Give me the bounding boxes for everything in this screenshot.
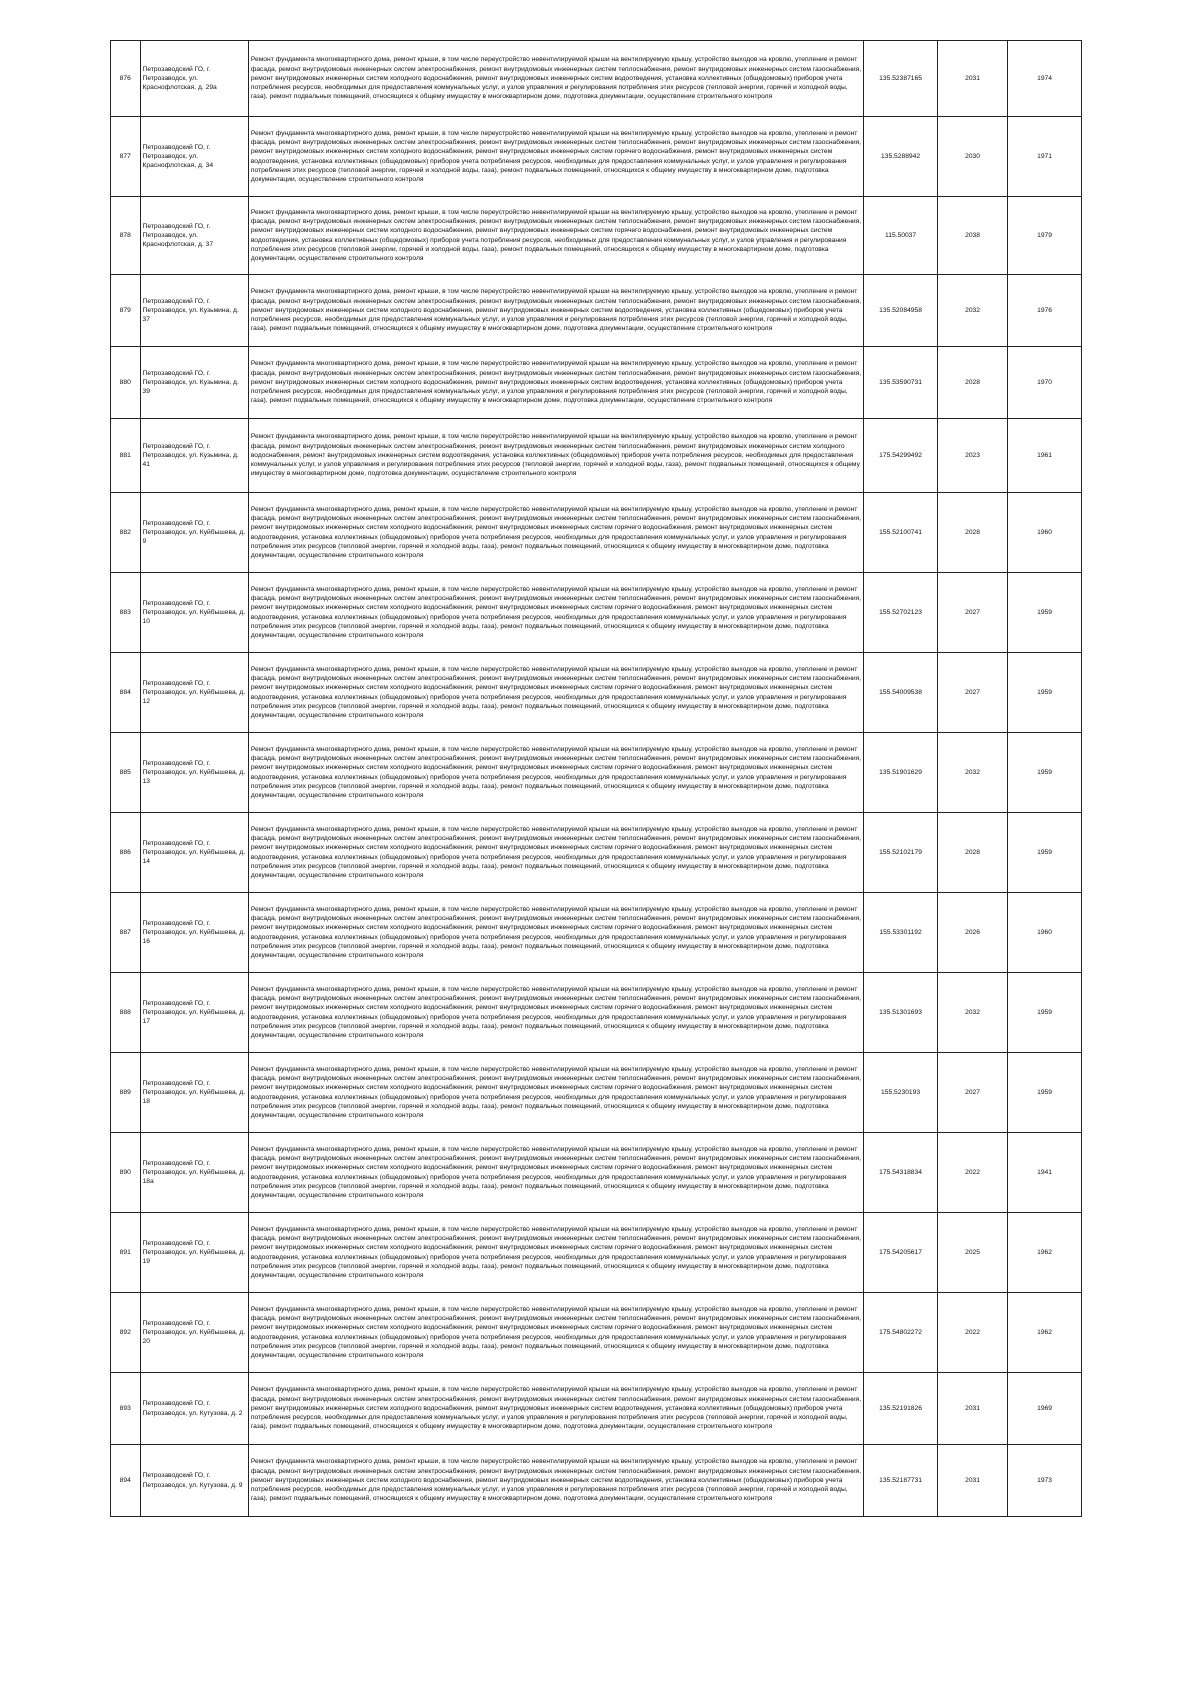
planned-year-cell bbox=[937, 1213, 1007, 1293]
cost-cell bbox=[864, 1373, 938, 1445]
cost-cell-text: 135.5288942 bbox=[881, 152, 921, 160]
works-list-cell-text: Ремонт фундамента многоквартирного дома, ремонт крыши, в том числе переустройство невентилируемой крыши на вентилируемую крышу, устройство выходов на кровлю, утепление и ремонт фасада, ремонт внутридомовых инженерных систем электроснабжения, ремонт внутридомовых инженерных систем теплоснабжения, ремонт внутридомовых инженерных систем холодного водоснабжения, ремонт внутридомовых инженерных систем водоотведения, установка коллективных (общедомовых) приборов учета потребления ресурсов, необходимых для предоставления коммунальных услуг, и узлов управления и регулирования потребления этих ресурсов (тепловой энергии, горячей и холодной воды, газа), ремонт подвальных помещений, относящихся к общему имуществу в многоквартирном доме, подготовка документации, осуществление строительного контроля bbox=[250, 433, 860, 478]
row-number-text: 879 bbox=[119, 306, 131, 314]
works-list-cell-text: Ремонт фундамента многоквартирного дома, ремонт крыши, в том числе переустройство невентилируемой крыши на вентилируемую крышу, устройство выходов на кровлю, утепление и ремонт фасада, ремонт внутридомовых инженерных систем электроснабжения, ремонт внутридомовых инженерных систем теплоснабжения, ремонт внутридомовых инженерных систем газоснабжения, ремонт внутридомовых инженерных систем холодного водоснабжения, ремонт внутридомовых инженерных систем горячего водоснабжения, ремонт внутридомовых инженерных систем водоотведения, установка коллективных (общедомовых) приборов учета потребления ресурсов, необходимых для предоставления коммунальных услуг, и узлов управления и регулирования потребления этих ресурсов (тепловой энергии, горячей и холодной воды, газа), ремонт подвальных помещений, относящихся к общему имуществу в многоквартирном доме, подготовка документации, осуществление строительного контроля bbox=[250, 585, 862, 639]
works-list-cell bbox=[248, 733, 863, 813]
table-row bbox=[111, 1373, 1082, 1445]
address-cell bbox=[140, 813, 248, 893]
construction-year-cell bbox=[1008, 419, 1082, 493]
works-list-cell-text: Ремонт фундамента многоквартирного дома, ремонт крыши, в том числе переустройство невентилируемой крыши на вентилируемую крышу, устройство выходов на кровлю, утепление и ремонт фасада, ремонт внутридомовых инженерных систем электроснабжения, ремонт внутридомовых инженерных систем теплоснабжения, ремонт внутридомовых инженерных систем газоснабжения, ремонт внутридомовых инженерных систем холодного водоснабжения, ремонт внутридомовых инженерных систем водоотведения, установка коллективных (общедомовых) приборов учета потребления ресурсов, необходимых для предоставления коммунальных услуг, и узлов управления и регулирования потребления этих ресурсов (тепловой энергии, горячей и холодной воды, газа), ремонт подвальных помещений, относящихся к общему имуществу в многоквартирном доме, подготовка документации, осуществление строительного контроля bbox=[250, 360, 862, 405]
works-list-cell bbox=[248, 1133, 863, 1213]
works-list-cell-text: Ремонт фундамента многоквартирного дома, ремонт крыши, в том числе переустройство невентилируемой крыши на вентилируемую крышу, устройство выходов на кровлю, утепление и ремонт фасада, ремонт внутридомовых инженерных систем электроснабжения, ремонт внутридомовых инженерных систем теплоснабжения, ремонт внутридомовых инженерных систем газоснабжения, ремонт внутридомовых инженерных систем холодного водоснабжения, ремонт внутридомовых инженерных систем горячего водоснабжения, ремонт внутридомовых инженерных систем водоотведения, установка коллективных (общедомовых) приборов учета потребления ресурсов, необходимых для предоставления коммунальных услуг, и узлов управления и регулирования потребления этих ресурсов (тепловой энергии, горячей и холодной воды, газа), ремонт подвальных помещений, относящихся к общему имуществу в многоквартирном доме, подготовка документации, осуществление строительного контроля bbox=[250, 985, 862, 1039]
row-number bbox=[111, 813, 141, 893]
cost-cell-text: 135.51301693 bbox=[879, 1008, 922, 1016]
address-cell bbox=[140, 1053, 248, 1133]
cost-cell bbox=[864, 419, 938, 493]
cost-cell bbox=[864, 197, 938, 275]
address-cell bbox=[140, 197, 248, 275]
planned-year-cell bbox=[937, 653, 1007, 733]
row-number-text: 893 bbox=[119, 1404, 131, 1412]
address-cell bbox=[140, 1213, 248, 1293]
address-cell-text: Петрозаводский ГО, г. Петрозаводск, ул. Краснофлотская, д. 34 bbox=[142, 143, 214, 170]
works-list-cell-text: Ремонт фундамента многоквартирного дома, ремонт крыши, в том числе переустройство невентилируемой крыши на вентилируемую крышу, устройство выходов на кровлю, утепление и ремонт фасада, ремонт внутридомовых инженерных систем электроснабжения, ремонт внутридомовых инженерных систем теплоснабжения, ремонт внутридомовых инженерных систем газоснабжения, ремонт внутридомовых инженерных систем холодного водоснабжения, ремонт внутридомовых инженерных систем водоотведения, установка коллективных (общедомовых) приборов учета потребления ресурсов, необходимых для предоставления коммунальных услуг, и узлов управления и регулирования потребления этих ресурсов (тепловой энергии, горячей и холодной воды, газа), ремонт подвальных помещений, относящихся к общему имуществу в многоквартирном доме, подготовка документации, осуществление строительного контроля bbox=[250, 56, 862, 101]
works-list-cell-text: Ремонт фундамента многоквартирного дома, ремонт крыши, в том числе переустройство невентилируемой крыши на вентилируемую крышу, устройство выходов на кровлю, утепление и ремонт фасада, ремонт внутридомовых инженерных систем электроснабжения, ремонт внутридомовых инженерных систем теплоснабжения, ремонт внутридомовых инженерных систем газоснабжения, ремонт внутридомовых инженерных систем холодного водоснабжения, ремонт внутридомовых инженерных систем горячего водоснабжения, ремонт внутридомовых инженерных систем водоотведения, установка коллективных (общедомовых) приборов учета потребления ресурсов, необходимых для предоставления коммунальных услуг, и узлов управления и регулирования потребления этих ресурсов (тепловой энергии, горячей и холодной воды, газа), ремонт подвальных помещений, относящихся к общему имуществу в многоквартирном доме, подготовка документации, осуществление строительного контроля bbox=[250, 129, 862, 183]
cost-cell bbox=[864, 275, 938, 347]
address-cell-text: Петрозаводский ГО, г. Петрозаводск, ул. Куйбышева, д. 16 bbox=[142, 919, 246, 946]
row-number bbox=[111, 1293, 141, 1373]
cost-cell-text: 135.52387165 bbox=[879, 74, 922, 82]
row-number-text: 887 bbox=[119, 928, 131, 936]
row-number bbox=[111, 1133, 141, 1213]
cost-cell-text: 175.54318834 bbox=[879, 1168, 922, 1176]
works-list-cell bbox=[248, 275, 863, 347]
construction-year-cell bbox=[1008, 347, 1082, 419]
works-list-cell-text: Ремонт фундамента многоквартирного дома, ремонт крыши, в том числе переустройство невентилируемой крыши на вентилируемую крышу, устройство выходов на кровлю, утепление и ремонт фасада, ремонт внутридомовых инженерных систем электроснабжения, ремонт внутридомовых инженерных систем теплоснабжения, ремонт внутридомовых инженерных систем газоснабжения, ремонт внутридомовых инженерных систем холодного водоснабжения, ремонт внутридомовых инженерных систем горячего водоснабжения, ремонт внутридомовых инженерных систем водоотведения, установка коллективных (общедомовых) приборов учета потребления ресурсов, необходимых для предоставления коммунальных услуг, и узлов управления и регулирования потребления этих ресурсов (тепловой энергии, горячей и холодной воды, газа), ремонт подвальных помещений, относящихся к общему имуществу в многоквартирном доме, подготовка документации, осуществление строительного контроля bbox=[250, 1145, 862, 1199]
row-number bbox=[111, 1213, 141, 1293]
planned-year-cell-text: 2032 bbox=[965, 1008, 980, 1016]
row-number-text: 894 bbox=[119, 1476, 131, 1484]
row-number bbox=[111, 347, 141, 419]
works-list-cell bbox=[248, 1445, 863, 1517]
planned-year-cell-text: 2032 bbox=[965, 768, 980, 776]
row-number bbox=[111, 1373, 141, 1445]
cost-cell-text: 175.54802272 bbox=[879, 1328, 922, 1336]
row-number bbox=[111, 117, 141, 197]
planned-year-cell-text: 2026 bbox=[965, 928, 980, 936]
works-list-cell bbox=[248, 813, 863, 893]
planned-year-cell-text: 2028 bbox=[965, 378, 980, 386]
works-list-cell bbox=[248, 573, 863, 653]
cost-cell bbox=[864, 1293, 938, 1373]
address-cell bbox=[140, 41, 248, 117]
address-cell bbox=[140, 893, 248, 973]
planned-year-cell-text: 2028 bbox=[965, 528, 980, 536]
address-cell-text: Петрозаводский ГО, г. Петрозаводск, ул. Кутузова, д. 2 bbox=[142, 1400, 243, 1417]
row-number-text: 878 bbox=[119, 231, 131, 239]
construction-year-cell-text: 1959 bbox=[1037, 848, 1052, 856]
construction-year-cell-text: 1974 bbox=[1037, 74, 1052, 82]
construction-year-cell-text: 1960 bbox=[1037, 928, 1052, 936]
cost-cell-text: 155.54009538 bbox=[879, 688, 922, 696]
table-row bbox=[111, 973, 1082, 1053]
construction-year-cell-text: 1959 bbox=[1037, 1008, 1052, 1016]
address-cell-text: Петрозаводский ГО, г. Петрозаводск, ул. Куйбышева, д. 12 bbox=[142, 679, 246, 706]
works-list-cell-text: Ремонт фундамента многоквартирного дома, ремонт крыши, в том числе переустройство невентилируемой крыши на вентилируемую крышу, устройство выходов на кровлю, утепление и ремонт фасада, ремонт внутридомовых инженерных систем электроснабжения, ремонт внутридомовых инженерных систем теплоснабжения, ремонт внутридомовых инженерных систем газоснабжения, ремонт внутридомовых инженерных систем холодного водоснабжения, ремонт внутридомовых инженерных систем водоотведения, установка коллективных (общедомовых) приборов учета потребления ресурсов, необходимых для предоставления коммунальных услуг, и узлов управления и регулирования потребления этих ресурсов (тепловой энергии, горячей и холодной воды, газа), ремонт подвальных помещений, относящихся к общему имуществу в многоквартирном доме, подготовка документации, осуществление строительного контроля bbox=[250, 288, 862, 333]
address-cell bbox=[140, 347, 248, 419]
planned-year-cell-text: 2025 bbox=[965, 1248, 980, 1256]
cost-cell bbox=[864, 573, 938, 653]
planned-year-cell-text: 2031 bbox=[965, 1404, 980, 1412]
table-row bbox=[111, 653, 1082, 733]
planned-year-cell bbox=[937, 419, 1007, 493]
table-row bbox=[111, 347, 1082, 419]
cost-cell-text: 135.52191826 bbox=[879, 1404, 922, 1412]
address-cell-text: Петрозаводский ГО, г. Петрозаводск, ул. Куйбышева, д. 18а bbox=[142, 1159, 246, 1186]
cost-cell bbox=[864, 893, 938, 973]
address-cell bbox=[140, 733, 248, 813]
cost-cell-text: 115.50037 bbox=[885, 231, 917, 239]
table-body bbox=[111, 41, 1082, 1517]
row-number-text: 891 bbox=[119, 1248, 131, 1256]
row-number bbox=[111, 419, 141, 493]
works-list-cell bbox=[248, 419, 863, 493]
planned-year-cell bbox=[937, 1373, 1007, 1445]
works-list-cell bbox=[248, 197, 863, 275]
planned-year-cell-text: 2031 bbox=[965, 1476, 980, 1484]
table-row bbox=[111, 117, 1082, 197]
construction-year-cell bbox=[1008, 1445, 1082, 1517]
construction-year-cell-text: 1962 bbox=[1037, 1328, 1052, 1336]
table-row bbox=[111, 893, 1082, 973]
construction-year-cell-text: 1961 bbox=[1037, 451, 1052, 459]
address-cell bbox=[140, 419, 248, 493]
planned-year-cell bbox=[937, 1445, 1007, 1517]
planned-year-cell-text: 2022 bbox=[965, 1168, 980, 1176]
address-cell-text: Петрозаводский ГО, г. Петрозаводск, ул. Куйбышева, д. 17 bbox=[142, 999, 246, 1026]
address-cell bbox=[140, 1445, 248, 1517]
cost-cell-text: 135.52084958 bbox=[879, 306, 922, 314]
row-number bbox=[111, 275, 141, 347]
planned-year-cell bbox=[937, 275, 1007, 347]
planned-year-cell bbox=[937, 1133, 1007, 1213]
construction-year-cell-text: 1970 bbox=[1037, 378, 1052, 386]
construction-year-cell-text: 1959 bbox=[1037, 1088, 1052, 1096]
row-number bbox=[111, 41, 141, 117]
address-cell bbox=[140, 1293, 248, 1373]
works-list-cell bbox=[248, 1293, 863, 1373]
address-cell-text: Петрозаводский ГО, г. Петрозаводск, ул. Куйбышева, д. 14 bbox=[142, 839, 246, 866]
construction-year-cell bbox=[1008, 1293, 1082, 1373]
planned-year-cell bbox=[937, 733, 1007, 813]
cost-cell-text: 155.52102179 bbox=[879, 848, 922, 856]
works-list-cell-text: Ремонт фундамента многоквартирного дома, ремонт крыши, в том числе переустройство невентилируемой крыши на вентилируемую крышу, устройство выходов на кровлю, утепление и ремонт фасада, ремонт внутридомовых инженерных систем электроснабжения, ремонт внутридомовых инженерных систем теплоснабжения, ремонт внутридомовых инженерных систем газоснабжения, ремонт внутридомовых инженерных систем холодного водоснабжения, ремонт внутридомовых инженерных систем горячего водоснабжения, ремонт внутридомовых инженерных систем водоотведения, установка коллективных (общедомовых) приборов учета потребления ресурсов, необходимых для предоставления коммунальных услуг, и узлов управления и регулирования потребления этих ресурсов (тепловой энергии, горячей и холодной воды, газа), ремонт подвальных помещений, относящихся к общему имуществу в многоквартирном доме, подготовка документации, осуществление строительного контроля bbox=[250, 905, 862, 959]
table-row bbox=[111, 1133, 1082, 1213]
planned-year-cell-text: 2031 bbox=[965, 74, 980, 82]
construction-year-cell bbox=[1008, 275, 1082, 347]
row-number-text: 877 bbox=[119, 152, 131, 160]
address-cell-text: Петрозаводский ГО, г. Петрозаводск, ул. Краснофлотская, д. 29а bbox=[142, 65, 217, 92]
address-cell bbox=[140, 117, 248, 197]
planned-year-cell bbox=[937, 197, 1007, 275]
construction-year-cell bbox=[1008, 733, 1082, 813]
works-list-cell bbox=[248, 493, 863, 573]
row-number bbox=[111, 1053, 141, 1133]
row-number-text: 892 bbox=[119, 1328, 131, 1336]
works-list-cell-text: Ремонт фундамента многоквартирного дома, ремонт крыши, в том числе переустройство невентилируемой крыши на вентилируемую крышу, устройство выходов на кровлю, утепление и ремонт фасада, ремонт внутридомовых инженерных систем электроснабжения, ремонт внутридомовых инженерных систем теплоснабжения, ремонт внутридомовых инженерных систем газоснабжения, ремонт внутридомовых инженерных систем холодного водоснабжения, ремонт внутридомовых инженерных систем горячего водоснабжения, ремонт внутридомовых инженерных систем водоотведения, установка коллективных (общедомовых) приборов учета потребления ресурсов, необходимых для предоставления коммунальных услуг, и узлов управления и регулирования потребления этих ресурсов (тепловой энергии, горячей и холодной воды, газа), ремонт подвальных помещений, относящихся к общему имуществу в многоквартирном доме, подготовка документации, осуществление строительного контроля bbox=[250, 825, 862, 879]
construction-year-cell bbox=[1008, 1213, 1082, 1293]
row-number-text: 880 bbox=[119, 378, 131, 386]
row-number bbox=[111, 573, 141, 653]
row-number bbox=[111, 733, 141, 813]
row-number-text: 882 bbox=[119, 528, 131, 536]
works-list-cell bbox=[248, 1213, 863, 1293]
cost-cell-text: 135.52187731 bbox=[879, 1476, 922, 1484]
planned-year-cell-text: 2022 bbox=[965, 1328, 980, 1336]
planned-year-cell-text: 2023 bbox=[965, 451, 980, 459]
construction-year-cell bbox=[1008, 573, 1082, 653]
address-cell bbox=[140, 1373, 248, 1445]
address-cell-text: Петрозаводский ГО, г. Петрозаводск, ул. Кутузова, д. 9 bbox=[142, 1472, 243, 1489]
planned-year-cell-text: 2030 bbox=[965, 152, 980, 160]
works-list-cell bbox=[248, 653, 863, 733]
planned-year-cell-text: 2027 bbox=[965, 688, 980, 696]
cost-cell-text: 155.52100741 bbox=[879, 528, 922, 536]
row-number-text: 883 bbox=[119, 608, 131, 616]
construction-year-cell bbox=[1008, 493, 1082, 573]
row-number bbox=[111, 893, 141, 973]
planned-year-cell bbox=[937, 893, 1007, 973]
cost-cell-text: 155.52702123 bbox=[879, 608, 922, 616]
construction-year-cell-text: 1973 bbox=[1037, 1476, 1052, 1484]
address-cell bbox=[140, 973, 248, 1053]
row-number-text: 884 bbox=[119, 688, 131, 696]
construction-year-cell bbox=[1008, 117, 1082, 197]
register-page bbox=[110, 40, 1082, 1517]
cost-cell-text: 155.53301192 bbox=[879, 928, 922, 936]
table-row bbox=[111, 419, 1082, 493]
construction-year-cell-text: 1971 bbox=[1037, 152, 1052, 160]
address-cell-text: Петрозаводский ГО, г. Петрозаводск, ул. Кузьмина, д. 39 bbox=[142, 369, 239, 396]
table-row bbox=[111, 197, 1082, 275]
table-row bbox=[111, 1445, 1082, 1517]
row-number-text: 881 bbox=[119, 451, 131, 459]
planned-year-cell bbox=[937, 1053, 1007, 1133]
address-cell-text: Петрозаводский ГО, г. Петрозаводск, ул. Куйбышева, д. 19 bbox=[142, 1239, 246, 1266]
table-row bbox=[111, 1293, 1082, 1373]
address-cell-text: Петрозаводский ГО, г. Петрозаводск, ул. Куйбышева, д. 18 bbox=[142, 1079, 246, 1106]
table-row bbox=[111, 275, 1082, 347]
works-list-cell-text: Ремонт фундамента многоквартирного дома, ремонт крыши, в том числе переустройство невентилируемой крыши на вентилируемую крышу, устройство выходов на кровлю, утепление и ремонт фасада, ремонт внутридомовых инженерных систем электроснабжения, ремонт внутридомовых инженерных систем теплоснабжения, ремонт внутридомовых инженерных систем газоснабжения, ремонт внутридомовых инженерных систем холодного водоснабжения, ремонт внутридомовых инженерных систем горячего водоснабжения, ремонт внутридомовых инженерных систем водоотведения, установка коллективных (общедомовых) приборов учета потребления ресурсов, необходимых для предоставления коммунальных услуг, и узлов управления и регулирования потребления этих ресурсов (тепловой энергии, горячей и холодной воды, газа), ремонт подвальных помещений, относящихся к общему имуществу в многоквартирном доме, подготовка документации, осуществление строительного контроля bbox=[250, 745, 862, 799]
works-list-cell-text: Ремонт фундамента многоквартирного дома, ремонт крыши, в том числе переустройство невентилируемой крыши на вентилируемую крышу, устройство выходов на кровлю, утепление и ремонт фасада, ремонт внутридомовых инженерных систем электроснабжения, ремонт внутридомовых инженерных систем теплоснабжения, ремонт внутридомовых инженерных систем газоснабжения, ремонт внутридомовых инженерных систем холодного водоснабжения, ремонт внутридомовых инженерных систем горячего водоснабжения, ремонт внутридомовых инженерных систем водоотведения, установка коллективных (общедомовых) приборов учета потребления ресурсов, необходимых для предоставления коммунальных услуг, и узлов управления и регулирования потребления этих ресурсов (тепловой энергии, горячей и холодной воды, газа), ремонт подвальных помещений, относящихся к общему имуществу в многоквартирном доме, подготовка документации, осуществление строительного контроля bbox=[250, 208, 862, 262]
table-row bbox=[111, 1053, 1082, 1133]
construction-year-cell-text: 1979 bbox=[1037, 231, 1052, 239]
construction-year-cell bbox=[1008, 813, 1082, 893]
table-row bbox=[111, 41, 1082, 117]
planned-year-cell-text: 2028 bbox=[965, 848, 980, 856]
cost-cell-text: 135.53590731 bbox=[879, 378, 922, 386]
cost-cell bbox=[864, 117, 938, 197]
cost-cell bbox=[864, 813, 938, 893]
row-number bbox=[111, 973, 141, 1053]
row-number bbox=[111, 197, 141, 275]
construction-year-cell bbox=[1008, 1133, 1082, 1213]
cost-cell bbox=[864, 973, 938, 1053]
cost-cell bbox=[864, 347, 938, 419]
cost-cell-text: 175.54205617 bbox=[879, 1248, 922, 1256]
row-number-text: 885 bbox=[119, 768, 131, 776]
construction-year-cell-text: 1969 bbox=[1037, 1404, 1052, 1412]
works-list-cell-text: Ремонт фундамента многоквартирного дома, ремонт крыши, в том числе переустройство невентилируемой крыши на вентилируемую крышу, устройство выходов на кровлю, утепление и ремонт фасада, ремонт внутридомовых инженерных систем электроснабжения, ремонт внутридомовых инженерных систем теплоснабжения, ремонт внутридомовых инженерных систем газоснабжения, ремонт внутридомовых инженерных систем холодного водоснабжения, ремонт внутридомовых инженерных систем горячего водоснабжения, ремонт внутридомовых инженерных систем водоотведения, установка коллективных (общедомовых) приборов учета потребления ресурсов, необходимых для предоставления коммунальных услуг, и узлов управления и регулирования потребления этих ресурсов (тепловой энергии, горячей и холодной воды, газа), ремонт подвальных помещений, относящихся к общему имуществу в многоквартирном доме, подготовка документации, осуществление строительного контроля bbox=[250, 505, 862, 559]
row-number bbox=[111, 1445, 141, 1517]
planned-year-cell-text: 2032 bbox=[965, 306, 980, 314]
construction-year-cell-text: 1941 bbox=[1037, 1168, 1052, 1176]
planned-year-cell-text: 2038 bbox=[965, 231, 980, 239]
cost-cell bbox=[864, 1213, 938, 1293]
planned-year-cell bbox=[937, 973, 1007, 1053]
planned-year-cell bbox=[937, 1293, 1007, 1373]
works-list-cell bbox=[248, 41, 863, 117]
construction-year-cell-text: 1959 bbox=[1037, 768, 1052, 776]
table-row bbox=[111, 493, 1082, 573]
works-list-cell bbox=[248, 117, 863, 197]
row-number bbox=[111, 493, 141, 573]
table-row bbox=[111, 733, 1082, 813]
planned-year-cell bbox=[937, 41, 1007, 117]
cost-cell bbox=[864, 1445, 938, 1517]
planned-year-cell bbox=[937, 493, 1007, 573]
cost-cell-text: 175.54299492 bbox=[879, 451, 922, 459]
works-list-cell-text: Ремонт фундамента многоквартирного дома, ремонт крыши, в том числе переустройство невентилируемой крыши на вентилируемую крышу, устройство выходов на кровлю, утепление и ремонт фасада, ремонт внутридомовых инженерных систем электроснабжения, ремонт внутридомовых инженерных систем теплоснабжения, ремонт внутридомовых инженерных систем газоснабжения, ремонт внутридомовых инженерных систем холодного водоснабжения, ремонт внутридомовых инженерных систем водоотведения, установка коллективных (общедомовых) приборов учета потребления ресурсов, необходимых для предоставления коммунальных услуг, и узлов управления и регулирования потребления этих ресурсов (тепловой энергии, горячей и холодной воды, газа), ремонт подвальных помещений, относящихся к общему имуществу в многоквартирном доме, подготовка документации, осуществление строительного контроля bbox=[250, 1458, 862, 1503]
row-number-text: 890 bbox=[119, 1168, 131, 1176]
address-cell-text: Петрозаводский ГО, г. Петрозаводск, ул. Куйбышева, д. 10 bbox=[142, 599, 246, 626]
row-number-text: 889 bbox=[119, 1088, 131, 1096]
cost-cell-text: 135.51901629 bbox=[879, 768, 922, 776]
address-cell bbox=[140, 1133, 248, 1213]
address-cell-text: Петрозаводский ГО, г. Петрозаводск, ул. Куйбышева, д. 13 bbox=[142, 759, 246, 786]
cost-cell bbox=[864, 493, 938, 573]
construction-year-cell-text: 1959 bbox=[1037, 608, 1052, 616]
table-row bbox=[111, 813, 1082, 893]
works-list-cell bbox=[248, 893, 863, 973]
planned-year-cell bbox=[937, 117, 1007, 197]
cost-cell-text: 155.5230193 bbox=[881, 1088, 921, 1096]
row-number-text: 888 bbox=[119, 1008, 131, 1016]
construction-year-cell bbox=[1008, 41, 1082, 117]
works-list-cell-text: Ремонт фундамента многоквартирного дома, ремонт крыши, в том числе переустройство невентилируемой крыши на вентилируемую крышу, устройство выходов на кровлю, утепление и ремонт фасада, ремонт внутридомовых инженерных систем электроснабжения, ремонт внутридомовых инженерных систем теплоснабжения, ремонт внутридомовых инженерных систем газоснабжения, ремонт внутридомовых инженерных систем холодного водоснабжения, ремонт внутридомовых инженерных систем горячего водоснабжения, ремонт внутридомовых инженерных систем водоотведения, установка коллективных (общедомовых) приборов учета потребления ресурсов, необходимых для предоставления коммунальных услуг, и узлов управления и регулирования потребления этих ресурсов (тепловой энергии, горячей и холодной воды, газа), ремонт подвальных помещений, относящихся к общему имуществу в многоквартирном доме, подготовка документации, осуществление строительного контроля bbox=[250, 1225, 862, 1279]
address-cell-text: Петрозаводский ГО, г. Петрозаводск, ул. Краснофлотская, д. 37 bbox=[142, 222, 214, 249]
address-cell-text: Петрозаводский ГО, г. Петрозаводск, ул. Кузьмина, д. 41 bbox=[142, 442, 239, 469]
row-number bbox=[111, 653, 141, 733]
cost-cell bbox=[864, 653, 938, 733]
construction-year-cell bbox=[1008, 197, 1082, 275]
construction-year-cell-text: 1960 bbox=[1037, 528, 1052, 536]
cost-cell bbox=[864, 733, 938, 813]
construction-year-cell bbox=[1008, 1053, 1082, 1133]
row-number-text: 886 bbox=[119, 848, 131, 856]
planned-year-cell-text: 2027 bbox=[965, 1088, 980, 1096]
works-list-cell bbox=[248, 1053, 863, 1133]
table-row bbox=[111, 573, 1082, 653]
works-list-cell bbox=[248, 973, 863, 1053]
address-cell bbox=[140, 275, 248, 347]
address-cell-text: Петрозаводский ГО, г. Петрозаводск, ул. Кузьмина, д. 37 bbox=[142, 297, 239, 324]
cost-cell bbox=[864, 41, 938, 117]
construction-year-cell bbox=[1008, 1373, 1082, 1445]
works-list-cell-text: Ремонт фундамента многоквартирного дома, ремонт крыши, в том числе переустройство невентилируемой крыши на вентилируемую крышу, устройство выходов на кровлю, утепление и ремонт фасада, ремонт внутридомовых инженерных систем электроснабжения, ремонт внутридомовых инженерных систем теплоснабжения, ремонт внутридомовых инженерных систем газоснабжения, ремонт внутридомовых инженерных систем холодного водоснабжения, ремонт внутридомовых инженерных систем горячего водоснабжения, ремонт внутридомовых инженерных систем водоотведения, установка коллективных (общедомовых) приборов учета потребления ресурсов, необходимых для предоставления коммунальных услуг, и узлов управления и регулирования потребления этих ресурсов (тепловой энергии, горячей и холодной воды, газа), ремонт подвальных помещений, относящихся к общему имуществу в многоквартирном доме, подготовка документации, осуществление строительного контроля bbox=[250, 1305, 862, 1359]
planned-year-cell-text: 2027 bbox=[965, 608, 980, 616]
construction-year-cell bbox=[1008, 893, 1082, 973]
works-list-cell bbox=[248, 347, 863, 419]
construction-year-cell bbox=[1008, 653, 1082, 733]
address-cell bbox=[140, 653, 248, 733]
address-cell-text: Петрозаводский ГО, г. Петрозаводск, ул. Куйбышева, д. 20 bbox=[142, 1319, 246, 1346]
planned-year-cell bbox=[937, 813, 1007, 893]
construction-year-cell-text: 1976 bbox=[1037, 306, 1052, 314]
works-list-cell bbox=[248, 1373, 863, 1445]
address-cell-text: Петрозаводский ГО, г. Петрозаводск, ул. Куйбышева, д. 9 bbox=[142, 519, 246, 546]
planned-year-cell bbox=[937, 347, 1007, 419]
works-list-cell-text: Ремонт фундамента многоквартирного дома, ремонт крыши, в том числе переустройство невентилируемой крыши на вентилируемую крышу, устройство выходов на кровлю, утепление и ремонт фасада, ремонт внутридомовых инженерных систем электроснабжения, ремонт внутридомовых инженерных систем теплоснабжения, ремонт внутридомовых инженерных систем газоснабжения, ремонт внутридомовых инженерных систем холодного водоснабжения, ремонт внутридомовых инженерных систем горячего водоснабжения, ремонт внутридомовых инженерных систем водоотведения, установка коллективных (общедомовых) приборов учета потребления ресурсов, необходимых для предоставления коммунальных услуг, и узлов управления и регулирования потребления этих ресурсов (тепловой энергии, горячей и холодной воды, газа), ремонт подвальных помещений, относящихся к общему имуществу в многоквартирном доме, подготовка документации, осуществление строительного контроля bbox=[250, 1065, 862, 1119]
address-cell bbox=[140, 493, 248, 573]
address-cell bbox=[140, 573, 248, 653]
works-list-cell-text: Ремонт фундамента многоквартирного дома, ремонт крыши, в том числе переустройство невентилируемой крыши на вентилируемую крышу, устройство выходов на кровлю, утепление и ремонт фасада, ремонт внутридомовых инженерных систем электроснабжения, ремонт внутридомовых инженерных систем теплоснабжения, ремонт внутридомовых инженерных систем газоснабжения, ремонт внутридомовых инженерных систем холодного водоснабжения, ремонт внутридомовых инженерных систем водоотведения, установка коллективных (общедомовых) приборов учета потребления ресурсов, необходимых для предоставления коммунальных услуг, и узлов управления и регулирования потребления этих ресурсов (тепловой энергии, горячей и холодной воды, газа), ремонт подвальных помещений, относящихся к общему имуществу в многоквартирном доме, подготовка документации, осуществление строительного контроля bbox=[250, 1386, 862, 1431]
planned-year-cell bbox=[937, 573, 1007, 653]
table-row bbox=[111, 1213, 1082, 1293]
cost-cell bbox=[864, 1133, 938, 1213]
construction-year-cell bbox=[1008, 973, 1082, 1053]
construction-year-cell-text: 1959 bbox=[1037, 688, 1052, 696]
capital-repair-table bbox=[110, 40, 1082, 1517]
works-list-cell-text: Ремонт фундамента многоквартирного дома, ремонт крыши, в том числе переустройство невентилируемой крыши на вентилируемую крышу, устройство выходов на кровлю, утепление и ремонт фасада, ремонт внутридомовых инженерных систем электроснабжения, ремонт внутридомовых инженерных систем теплоснабжения, ремонт внутридомовых инженерных систем газоснабжения, ремонт внутридомовых инженерных систем холодного водоснабжения, ремонт внутридомовых инженерных систем горячего водоснабжения, ремонт внутридомовых инженерных систем водоотведения, установка коллективных (общедомовых) приборов учета потребления ресурсов, необходимых для предоставления коммунальных услуг, и узлов управления и регулирования потребления этих ресурсов (тепловой энергии, горячей и холодной воды, газа), ремонт подвальных помещений, относящихся к общему имуществу в многоквартирном доме, подготовка документации, осуществление строительного контроля bbox=[250, 665, 862, 719]
construction-year-cell-text: 1962 bbox=[1037, 1248, 1052, 1256]
cost-cell bbox=[864, 1053, 938, 1133]
row-number-text: 876 bbox=[119, 74, 131, 82]
